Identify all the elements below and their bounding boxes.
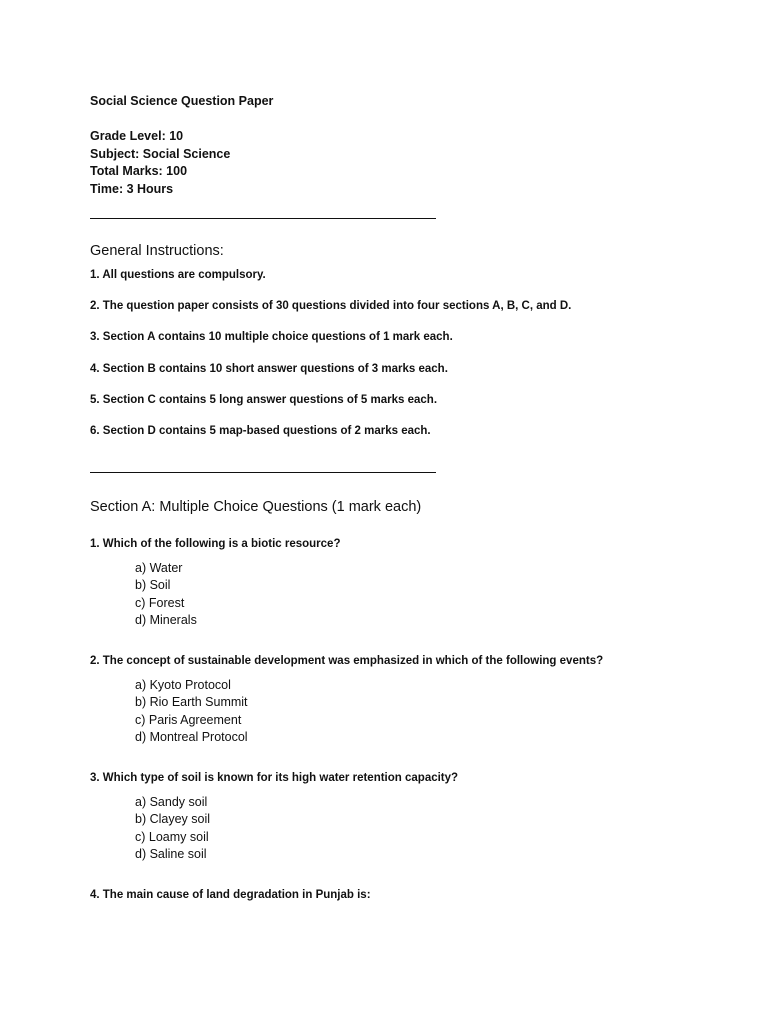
answer-option: b) Clayey soil [135, 812, 211, 827]
answer-option: b) Soil [135, 578, 171, 593]
grade-level: Grade Level: 10 [90, 129, 184, 143]
instruction-item: 4. Section B contains 10 short answer questions of 3 marks each. [90, 362, 448, 375]
time-allowed: Time: 3 Hours [90, 181, 174, 196]
subject: Subject: Social Science [90, 146, 231, 161]
answer-option: d) Minerals [135, 613, 197, 628]
question-1 [90, 537, 730, 630]
instructions-heading: General Instructions: [90, 243, 224, 259]
question-text: 1. Which of the following is a biotic resource? [90, 537, 341, 550]
question-text: 3. Which type of soil is known for its high water retention capacity? [90, 771, 459, 784]
question-paper-page [90, 93, 730, 903]
instruction-item: 1. All questions are compulsory. [90, 269, 266, 281]
instruction-item: 5. Section C contains 5 long answer questions of 5 marks each. [90, 393, 438, 406]
instructions-list [90, 268, 730, 439]
answer-option: d) Saline soil [135, 847, 207, 862]
section-a-heading: Section A: Multiple Choice Questions (1 mark each) [90, 498, 422, 515]
instruction-item: 3. Section A contains 10 multiple choice questions of 1 mark each. [90, 331, 453, 344]
instruction-item: 2. The question paper consists of 30 questions divided into four sections A, B, C, and D. [90, 300, 572, 313]
instruction-item: 6. Section D contains 5 map-based questions of 2 marks each. [90, 424, 431, 437]
question-text: 2. The concept of sustainable development was emphasized in which of the following events? [90, 654, 604, 667]
answer-options [135, 677, 730, 747]
question-4 [90, 888, 730, 903]
answer-options [135, 560, 730, 630]
answer-option: c) Paris Agreement [135, 712, 242, 727]
answer-option: a) Water [135, 560, 183, 575]
answer-option: d) Montreal Protocol [135, 730, 248, 745]
total-marks: Total Marks: 100 [90, 164, 188, 178]
answer-option: a) Kyoto Protocol [135, 677, 231, 692]
question-2 [90, 654, 730, 747]
question-3 [90, 771, 730, 864]
answer-option: a) Sandy soil [135, 794, 208, 809]
question-text: 4. The main cause of land degradation in Punjab is: [90, 888, 371, 901]
divider-line [90, 472, 436, 473]
answer-option: c) Loamy soil [135, 829, 209, 844]
divider-line [90, 218, 436, 219]
document-title: Social Science Question Paper [90, 94, 274, 108]
answer-option: c) Forest [135, 595, 185, 610]
answer-options [135, 794, 730, 864]
paper-details [90, 128, 730, 198]
answer-option: b) Rio Earth Summit [135, 695, 248, 710]
